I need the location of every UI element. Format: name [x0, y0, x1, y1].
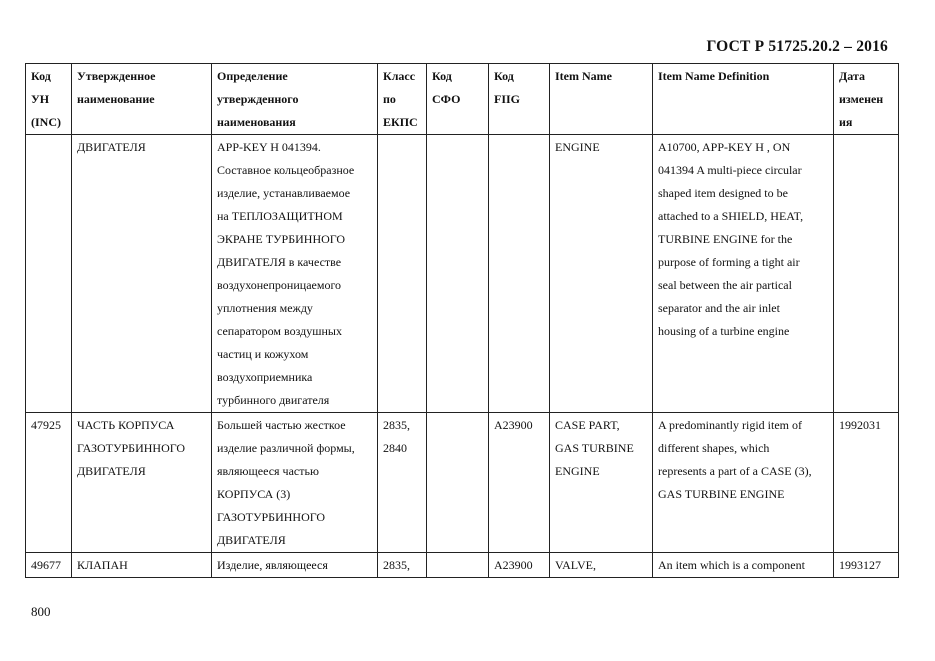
- table-row: [26, 135, 899, 413]
- document-header: ГОСТ Р 51725.20.2 – 2016: [706, 38, 888, 55]
- cell-text-line: CASE PART,: [555, 418, 620, 432]
- cell-text-line: воздухоприемника: [217, 370, 313, 384]
- cell-text-line: УН: [31, 92, 50, 106]
- cell-sfo-code: [427, 135, 489, 413]
- cell-item-name: [550, 413, 653, 553]
- cell-text-line: Составное кольцеобразное: [217, 163, 355, 177]
- cell-definition: [212, 553, 378, 578]
- table-row: [26, 553, 899, 578]
- cell-text-line: FIIG: [494, 92, 521, 106]
- cell-text-line: 2835,: [383, 558, 410, 572]
- cell-text-line: ENGINE: [555, 140, 600, 154]
- cell-item-name-definition: [653, 553, 834, 578]
- cell-text-line: GAS TURBINE ENGINE: [658, 487, 785, 501]
- cell-sfo-code: [427, 413, 489, 553]
- cell-text-line: VALVE,: [555, 558, 597, 572]
- cell-text-line: ЭКРАНЕ ТУРБИННОГО: [217, 232, 346, 246]
- cell-text-line: ия: [839, 115, 853, 129]
- cell-text-line: Item Name Definition: [658, 69, 770, 83]
- cell-text-line: ДВИГАТЕЛЯ: [77, 464, 146, 478]
- cell-change-date: [834, 553, 899, 578]
- page-number: 800: [31, 604, 51, 619]
- cell-text-line: ДВИГАТЕЛЯ в качестве: [217, 255, 342, 269]
- cell-text-line: КЛАПАН: [77, 558, 128, 572]
- cell-text-line: 47925: [31, 418, 61, 432]
- cell-inc: [26, 135, 72, 413]
- cell-text-line: Большей частью жесткое: [217, 418, 346, 432]
- col-definition-header: [212, 64, 378, 135]
- cell-text-line: (INC): [31, 115, 61, 129]
- cell-definition: [212, 413, 378, 553]
- cell-text-line: ГАЗОТУРБИННОГО: [217, 510, 326, 524]
- col-ekps-class-header: [378, 64, 427, 135]
- cell-text-line: seal between the air partical: [658, 278, 792, 292]
- cell-text-line: Дата: [839, 69, 865, 83]
- cell-text-line: изделие, устанавливаемое: [217, 186, 351, 200]
- cell-text-line: наименование: [77, 92, 155, 106]
- cell-fiig-code: [489, 413, 550, 553]
- cell-text-line: по: [383, 92, 396, 106]
- cell-change-date: [834, 135, 899, 413]
- cell-text-line: shaped item designed to be: [658, 186, 788, 200]
- cell-approved-name: [72, 553, 212, 578]
- cell-text-line: 041394 A multi-piece circular: [658, 163, 802, 177]
- cell-text-line: An item which is a component: [658, 558, 805, 572]
- cell-text-line: purpose of forming a tight air: [658, 255, 800, 269]
- cell-text-line: Утвержденное: [77, 69, 156, 83]
- col-item-name-header: [550, 64, 653, 135]
- cell-ekps-class: [378, 413, 427, 553]
- cell-text-line: different shapes, which: [658, 441, 770, 455]
- cell-text-line: изделие различной формы,: [217, 441, 355, 455]
- cell-text-line: represents a part of a CASE (3),: [658, 464, 812, 478]
- cell-fiig-code: [489, 553, 550, 578]
- cell-text-line: Код: [432, 69, 452, 83]
- col-change-date-header: [834, 64, 899, 135]
- cell-text-line: на ТЕПЛОЗАЩИТНОМ: [217, 209, 343, 223]
- cell-text-line: являющееся частью: [217, 464, 319, 478]
- cell-text-line: уплотнения между: [217, 301, 313, 315]
- cell-text-line: housing of a turbine engine: [658, 324, 790, 338]
- cell-text-line: GAS TURBINE: [555, 441, 634, 455]
- table-row: [26, 413, 899, 553]
- cell-text-line: A10700, APP-KEY H , ON: [658, 140, 791, 154]
- cell-text-line: Определение: [217, 69, 288, 83]
- cell-text-line: attached to a SHIELD, HEAT,: [658, 209, 804, 223]
- cell-text-line: APP-KEY H 041394.: [217, 140, 321, 154]
- cell-text-line: ЕКПС: [383, 115, 418, 129]
- cell-text-line: 2835,: [383, 418, 410, 432]
- nomenclature-table: [25, 63, 899, 578]
- cell-sfo-code: [427, 553, 489, 578]
- cell-text-line: separator and the air inlet: [658, 301, 780, 315]
- cell-text-line: Класс: [383, 69, 416, 83]
- cell-text-line: КОРПУСА (3): [217, 487, 291, 501]
- cell-text-line: изменен: [839, 92, 884, 106]
- cell-text-line: 2840: [383, 441, 407, 455]
- cell-inc: [26, 413, 72, 553]
- cell-text-line: 1993127: [839, 558, 881, 572]
- cell-approved-name: [72, 135, 212, 413]
- cell-text-line: A predominantly rigid item of: [658, 418, 802, 432]
- cell-text-line: турбинного двигателя: [217, 393, 330, 407]
- col-fiig-code-header: [489, 64, 550, 135]
- col-item-name-definition-header: [653, 64, 834, 135]
- cell-text-line: ГАЗОТУРБИННОГО: [77, 441, 186, 455]
- cell-change-date: [834, 413, 899, 553]
- cell-approved-name: [72, 413, 212, 553]
- cell-text-line: TURBINE ENGINE for the: [658, 232, 793, 246]
- cell-text-line: ENGINE: [555, 464, 600, 478]
- cell-ekps-class: [378, 553, 427, 578]
- col-inc-header: [26, 64, 72, 135]
- cell-item-name-definition: [653, 413, 834, 553]
- cell-fiig-code: [489, 135, 550, 413]
- cell-text-line: Код: [494, 69, 514, 83]
- cell-item-name-definition: [653, 135, 834, 413]
- cell-text-line: A23900: [494, 418, 533, 432]
- cell-item-name: [550, 135, 653, 413]
- cell-text-line: ДВИГАТЕЛЯ: [77, 140, 146, 154]
- cell-inc: [26, 553, 72, 578]
- cell-text-line: СФО: [432, 92, 461, 106]
- cell-ekps-class: [378, 135, 427, 413]
- cell-definition: [212, 135, 378, 413]
- cell-text-line: 49677: [31, 558, 61, 572]
- col-approved-name-header: [72, 64, 212, 135]
- cell-text-line: 1992031: [839, 418, 881, 432]
- cell-text-line: воздухонепроницаемого: [217, 278, 342, 292]
- col-sfo-code-header: [427, 64, 489, 135]
- cell-item-name: [550, 553, 653, 578]
- cell-text-line: Item Name: [555, 69, 612, 83]
- table-header-row: [26, 64, 899, 135]
- cell-text-line: утвержденного: [217, 92, 299, 106]
- cell-text-line: ЧАСТЬ КОРПУСА: [77, 418, 175, 432]
- cell-text-line: наименования: [217, 115, 296, 129]
- cell-text-line: Изделие, являющееся: [217, 558, 328, 572]
- cell-text-line: A23900: [494, 558, 533, 572]
- cell-text-line: сепаратором воздушных: [217, 324, 342, 338]
- cell-text-line: ДВИГАТЕЛЯ: [217, 533, 286, 547]
- cell-text-line: Код: [31, 69, 51, 83]
- cell-text-line: частиц и кожухом: [217, 347, 309, 361]
